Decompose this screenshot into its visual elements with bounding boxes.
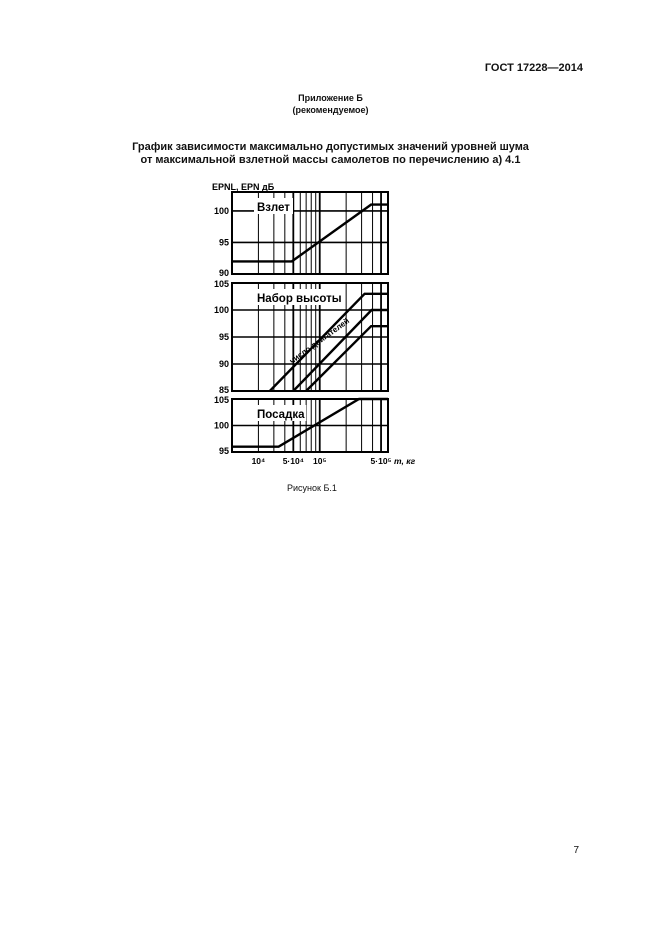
annex-subtitle: (рекомендуемое)	[292, 105, 369, 115]
chart-ylabel: EPNL, EPN дБ	[212, 182, 275, 192]
y-tick-label: 90	[218, 359, 229, 369]
panel-1	[214, 192, 388, 278]
panel-name: Посадка	[257, 409, 305, 421]
x-tick-label: 10⁵	[313, 456, 327, 466]
y-tick-label: 105	[213, 395, 229, 405]
panel-2	[214, 279, 388, 395]
y-tick-label: 95	[218, 446, 229, 456]
page-number: 7	[573, 845, 579, 856]
panel-name: Набор высоты	[257, 293, 342, 305]
y-tick-label: 100	[213, 305, 229, 315]
figure-title-line-2: от максимальной взлетной массы самолетов по перечислению а) 4.1	[140, 154, 521, 166]
panel-name: Взлет	[257, 202, 290, 214]
y-tick-label: 100	[213, 420, 229, 431]
standard-number: ГОСТ 17228—2014	[484, 62, 583, 74]
y-tick-label: 95	[218, 237, 229, 248]
figure-title-line-1: График зависимости максимально допустимых значений уровней шума	[132, 141, 529, 153]
y-tick-label: 105	[213, 279, 229, 289]
x-axis-label: m, кг	[394, 456, 416, 466]
x-tick-label: 5·10⁴	[282, 456, 304, 466]
annex-title: Приложение Б	[298, 93, 363, 103]
panel-3	[214, 395, 388, 456]
y-tick-label: 100	[213, 205, 229, 216]
y-tick-label: 85	[218, 385, 229, 395]
engine-count-annotation: число двигателей	[287, 316, 352, 366]
x-tick-label: 5·10⁵	[370, 456, 392, 466]
y-tick-label: 95	[218, 332, 229, 342]
y-tick-label: 90	[218, 268, 229, 278]
series-line-1	[270, 294, 388, 391]
x-tick-label: 10⁴	[251, 456, 266, 466]
figure-caption: Рисунок Б.1	[287, 483, 337, 493]
